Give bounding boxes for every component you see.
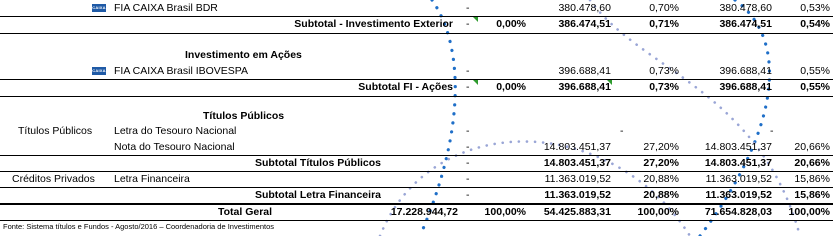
caixa-logo-icon: CAIXA — [92, 5, 106, 10]
value-cell-2: 386.474,51 — [719, 18, 772, 30]
dash-cell: - — [466, 125, 470, 137]
subtotal-label: Subtotal FI - Ações — [358, 81, 453, 93]
value-cell-2: 380.478,60 — [719, 2, 772, 14]
percent-cell-1: 27,20% — [643, 157, 679, 169]
asset-name: Nota do Tesouro Nacional — [114, 141, 235, 153]
section-title: Investimento em Ações — [185, 49, 302, 61]
asset-row-ntn — [0, 139, 833, 155]
asset-name: Letra Financeira — [114, 173, 190, 185]
value-cell-1: 386.474,51 — [558, 18, 611, 30]
value-cell-2: 396.688,41 — [719, 65, 772, 77]
percent-cell-2: 20,66% — [794, 157, 830, 169]
category-label: Créditos Privados — [12, 173, 95, 185]
section-heading-acoes — [0, 47, 833, 63]
value-cell-1: 14.803.451,37 — [543, 141, 611, 153]
value-cell-2: 71.654.828,03 — [704, 206, 772, 218]
caixa-logo-icon: CAIXA — [92, 68, 106, 73]
percent-cell-2: 0,55% — [800, 81, 830, 93]
percent-cell-2: 100,00% — [788, 206, 830, 218]
dash-cell: - — [466, 157, 470, 169]
dash-cell: - — [466, 141, 470, 153]
fund-row-bdr — [0, 0, 833, 16]
value-cell-1: 380.478,60 — [558, 2, 611, 14]
percent-cell-1: 27,20% — [643, 141, 679, 153]
value-cell-1: 14.803.451,37 — [543, 157, 611, 169]
percent-cell-2: 0,55% — [800, 65, 830, 77]
section-divider — [0, 96, 833, 97]
subtotal-row-lf — [0, 187, 833, 203]
value-cell-1: 54.425.883,31 — [543, 206, 611, 218]
subtotal-row-exterior — [0, 16, 833, 32]
subtotal-label: Subtotal Títulos Públicos — [255, 157, 381, 169]
asset-row-lf — [0, 171, 833, 187]
percent-cell-1: 20,88% — [643, 189, 679, 201]
value-cell-1: 11.363.019,52 — [544, 189, 611, 201]
asset-row-ltn — [0, 123, 833, 139]
percent-cell-0: 100,00% — [484, 206, 526, 218]
value-cell-2: 11.363.019,52 — [705, 189, 772, 201]
value-cell-0: 17.228.944,72 — [390, 206, 458, 218]
percent-cell-1: 100,00% — [637, 206, 679, 218]
source-footnote: Fonte: Sistema títulos e Fundos - Agosto/2016 – Coordenadoria de Investimentos — [3, 222, 274, 231]
subtotal-label: Subtotal Letra Financeira — [254, 189, 381, 201]
cell-marker-icon — [607, 80, 612, 85]
percent-cell-1: 20,88% — [643, 173, 679, 185]
percent-cell-2: 15,86% — [794, 173, 830, 185]
section-title: Títulos Públicos — [203, 110, 285, 122]
dash-cell: - — [466, 2, 470, 14]
dash-cell: - — [620, 125, 624, 137]
value-cell-1: 396.688,41 — [558, 65, 611, 77]
bottom-divider — [0, 220, 833, 221]
asset-name: Letra do Tesouro Nacional — [114, 125, 237, 137]
section-heading-titulos — [0, 108, 833, 124]
value-cell-2: 11.363.019,52 — [705, 173, 772, 185]
dash-cell: - — [770, 125, 774, 137]
dash-cell: - — [466, 189, 470, 201]
percent-cell-1: 0,73% — [649, 65, 679, 77]
percent-cell-2: 15,86% — [794, 189, 830, 201]
dash-cell: - — [466, 81, 470, 93]
dash-cell: - — [466, 65, 470, 77]
value-cell-2: 14.803.451,37 — [704, 141, 772, 153]
cell-marker-icon — [473, 80, 478, 85]
percent-cell-2: 0,54% — [800, 18, 830, 30]
cell-marker-icon — [473, 17, 478, 22]
percent-cell-2: 20,66% — [794, 141, 830, 153]
percent-cell-1: 0,73% — [649, 81, 679, 93]
category-label: Títulos Públicos — [18, 125, 93, 137]
subtotal-row-fi-acoes — [0, 79, 833, 95]
total-label: Total Geral — [218, 206, 273, 218]
fund-name: FIA CAIXA Brasil BDR — [114, 2, 218, 14]
value-cell-1: 11.363.019,52 — [544, 173, 611, 185]
percent-cell-1: 0,70% — [649, 2, 679, 14]
percent-cell-0: 0,00% — [496, 81, 526, 93]
value-cell-2: 14.803.451,37 — [704, 157, 772, 169]
fund-name: FIA CAIXA Brasil IBOVESPA — [114, 65, 249, 77]
section-divider — [0, 33, 833, 34]
fund-row-ibovespa — [0, 63, 833, 79]
subtotal-row-titulos — [0, 155, 833, 171]
subtotal-label: Subtotal - Investimento Exterior — [294, 18, 453, 30]
percent-cell-1: 0,71% — [649, 18, 679, 30]
value-cell-2: 396.688,41 — [719, 81, 772, 93]
percent-cell-2: 0,53% — [800, 2, 830, 14]
dash-cell: - — [466, 173, 470, 185]
dash-cell: - — [466, 18, 470, 30]
total-row — [0, 204, 833, 220]
percent-cell-0: 0,00% — [496, 18, 526, 30]
value-cell-1: 396.688,41 — [558, 81, 611, 93]
